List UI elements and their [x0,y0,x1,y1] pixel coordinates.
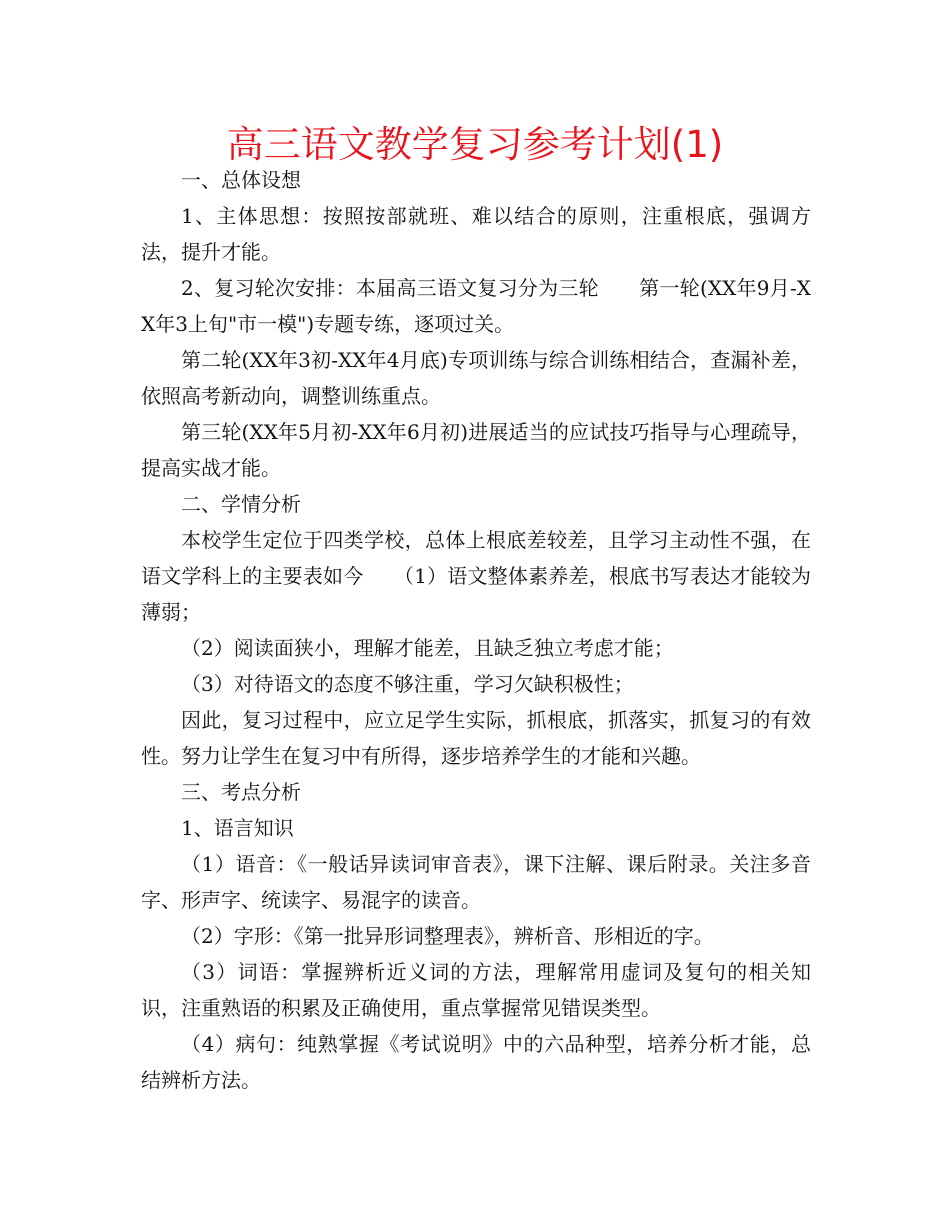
list-item-reading: （2）阅读面狭小，理解才能差，且缺乏独立考虑才能； [181,636,674,660]
list-item-pronunciation: （1）语音：《一般话异读词审音表》，课下注解、课后附录。关注多音字、形声字、统读字、易混字的读音。 [141,852,811,912]
document-title: 高三语文教学复习参考计划(1) [226,123,724,166]
list-item-glyph: （2）字形：《第一批异形词整理表》，辨析音、形相近的字。 [181,924,714,948]
paragraph-student-situation: 本校学生定位于四类学校，总体上根底差较差，且学习主动性不强，在语文学科上的主要表如今 （1）语文整体素养差，根底书写表达才能较为薄弱； [141,528,811,624]
list-item-sentence-errors: （4）病句：纯熟掌握《考试说明》中的六品种型，培养分析才能，总结辨析方法。 [141,1032,811,1092]
heading-exam-points: 三、考点分析 [181,780,301,804]
list-item-vocabulary: （3）词语：掌握辨析近义词的方法，理解常用虚词及复句的相关知识，注重熟语的积累及正确使用，重点掌握常见错误类型。 [141,960,811,1020]
heading-student-analysis: 二、学情分析 [181,492,301,516]
list-item-attitude: （3）对待语文的态度不够注重，学习欠缺积极性； [181,672,634,696]
paragraph-second-round: 第二轮(XX年3初-XX年4月底)专项训练与综合训练相结合，查漏补差，依照高考新动向，调整训练重点。 [141,348,811,408]
paragraph-main-idea: 1、主体思想：按照按部就班、难以结合的原则，注重根底，强调方法，提升才能。 [141,204,811,264]
paragraph-third-round: 第三轮(XX年5月初-XX年6月初)进展适当的应试技巧指导与心理疏导，提高实战才能。 [141,420,811,480]
heading-overall-plan: 一、总体设想 [181,168,301,192]
paragraph-review-rounds: 2、复习轮次安排：本届高三语文复习分为三轮 第一轮(XX年9月-XX年3上旬"市一模")专题专练，逐项过关。 [141,276,811,336]
document-body [141,162,811,1098]
subheading-language-knowledge: 1、语言知识 [181,816,294,840]
paragraph-conclusion: 因此，复习过程中，应立足学生实际，抓根底，抓落实，抓复习的有效性。努力让学生在复习中有所得，逐步培养学生的才能和兴趣。 [141,708,811,768]
